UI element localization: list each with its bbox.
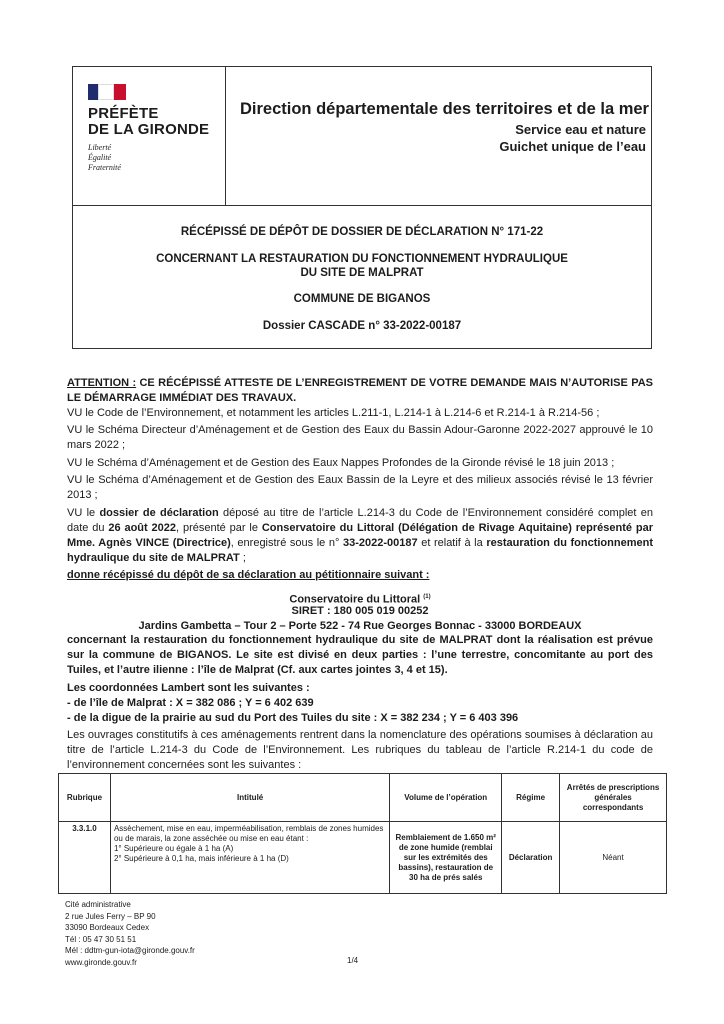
col-rubrique: Rubrique: [59, 774, 111, 822]
vu-sage-leyre: VU le Schéma d’Aménagement et de Gestion des Eaux Bassin de la Leyre et des milieux associés révisé le 13 février 2013 ;: [67, 474, 653, 501]
col-regime: Régime: [502, 774, 560, 822]
petitionnaire-name: Conservatoire du Littoral $^{(1)}$: [289, 593, 431, 606]
guichet-name: Guichet unique de l’eau: [499, 139, 646, 154]
donne-recepisse: donne récépissé du dépôt de sa déclaration au pétitionnaire suivant :: [67, 569, 430, 581]
cell-rubrique: 3.3.1.0: [59, 822, 111, 894]
marianne-logo-icon: [88, 84, 126, 100]
dossier-line: Dossier CASCADE n° 33-2022-00187: [262, 320, 462, 332]
ouvrages-paragraph: Les ouvrages constitutifs à ces aménagements rentrent dans la nomenclature des opérations soumises à déclaration au titre de l’article L.214-3 du Code de l’Environnement. Les rubriques du tableau de l’article R.214-1 du code de l’environnement concernées sont les suivantes :: [67, 729, 653, 771]
vu-code-environnement: VU le Code de l’Environnement, et notamment les articles L.211-1, L.214-1 à L.214-6 et R.214-1 à R.214-56 ;: [67, 407, 600, 419]
col-arretes: Arrêtés de prescriptions générales correspondants: [560, 774, 667, 822]
coords-digue: - de la digue de la prairie au sud du Port des Tuiles du site : X = 382 234 ; Y = 6 403 396: [67, 712, 519, 724]
cell-regime: Déclaration: [502, 822, 560, 894]
col-intitule: Intitulé: [110, 774, 389, 822]
service-name: Service eau et nature: [515, 122, 646, 137]
republic-motto: Liberté Égalité Fraternité: [88, 143, 121, 172]
attention-paragraph: ATTENTION : CE RÉCÉPISSÉ ATTESTE DE L’ENREGISTREMENT DE VOTRE DEMANDE MAIS N’AUTORISE PAS LE DÉMARRAGE IMMÉDIAT DES TRAVAUX.: [67, 377, 653, 404]
cell-intitule: Assèchement, mise en eau, imperméabilisation, remblais de zones humides ou de marais, la zone asséchée ou mise en eau étant : 1° Supérieure ou égale à 1 ha (A) 2° Supérieure à 0,1 ha, mais inférieure à 1 ha (D): [110, 822, 389, 894]
petitionnaire-address: Jardins Gambetta – Tour 2 – Porte 522 - 74 Rue Georges Bonnac - 33000 BORDEAUX: [138, 620, 582, 632]
prefecture-logo-text: PRÉFÈTE DE LA GIRONDE: [88, 105, 210, 138]
cell-volume: Remblaiement de 1.650 m² de zone humide (remblai sur les extrémités des bassins), restauration de 30 ha de prés salés: [390, 822, 502, 894]
direction-title: Direction départementale des territoires et de la mer: [240, 100, 649, 118]
table-row: [59, 822, 667, 894]
vu-dossier-declaration: VU le dossier de déclaration déposé au titre de l’article L.214-3 du Code de l’Environnement considéré complet en date du 26 août 2022, présenté par le Conservatoire du Littoral (Délégation de Rivage Aquitaine) représenté par Mme. Agnès VINCE (Directrice), enregistré sous le n° 33-2022-00187 et relatif à la restauration du fonctionnement hydraulique du site de MALPRAT ;: [67, 507, 653, 564]
concernant-paragraph: concernant la restauration du fonctionnement hydraulique du site de MALPRAT dont la réalisation est prévue sur la commune de BIGANOS. Le site est divisé en deux parties : l’une terrestre, concomitante au port des Tuiles, et l’autre ilienne : l’île de Malprat (Cf. aux cartes jointes 3, 4 et 15).: [67, 634, 653, 676]
col-volume: Volume de l’opération: [390, 774, 502, 822]
concernant-line-2: DU SITE DE MALPRAT: [300, 267, 424, 279]
vu-sdage: VU le Schéma Directeur d’Aménagement et de Gestion des Eaux du Bassin Adour-Garonne 2022-2027 approuvé le 10 mars 2022 ;: [67, 424, 653, 451]
coords-title: Les coordonnées Lambert sont les suivantes :: [67, 682, 310, 694]
concernant-line-1: CONCERNANT LA RESTAURATION DU FONCTIONNEMENT HYDRAULIQUE: [156, 253, 568, 265]
commune-line: COMMUNE DE BIGANOS: [293, 293, 431, 305]
page-number: 1/4: [347, 956, 359, 965]
table-header-row: [59, 774, 667, 822]
vu-sage-nappes: VU le Schéma d’Aménagement et de Gestion des Eaux Nappes Profondes de la Gironde révisé le 18 juin 2013 ;: [67, 457, 615, 469]
cell-arretes: Néant: [560, 822, 667, 894]
header-divider: [225, 66, 226, 206]
rubriques-table: [58, 773, 667, 894]
footer-address: Cité administrative 2 rue Jules Ferry – BP 90 33090 Bordeaux Cedex Tél : 05 47 30 51 51 Mél : ddtm-gun-iota@gironde.gouv.fr www.gironde.gouv.fr: [65, 900, 195, 967]
coords-malprat: - de l’île de Malprat : X = 382 086 ; Y = 6 402 639: [67, 697, 314, 709]
petitionnaire-siret: SIRET : 180 005 019 00252: [291, 605, 429, 617]
recepisse-title: RÉCÉPISSÉ DE DÉPÔT DE DOSSIER DE DÉCLARATION N° 171-22: [180, 226, 544, 238]
